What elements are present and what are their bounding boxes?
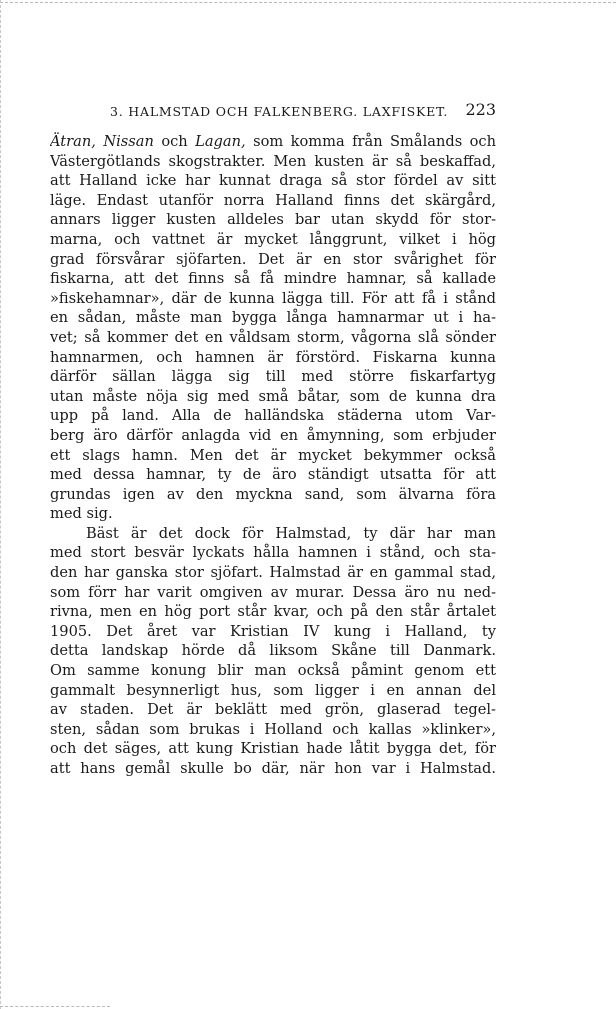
text-line: som förr har varit omgiven av murar. Dessa äro nu ned- [50, 583, 496, 601]
text-fragment: som komma från Smålands och [245, 133, 496, 150]
river-name: Lagan, [195, 133, 246, 150]
text-line: fiskarna, att det finns så få mindre hamnar, så kallade [50, 270, 496, 288]
text-line: utan måste nöja sig med små båtar, som de kunna dra [50, 387, 496, 405]
running-head-title: 3. HALMSTAD OCH FALKENBERG. LAXFISKET. [110, 104, 449, 119]
text-line: hamnarmen, och hamnen är förstörd. Fiskarna kunna [50, 348, 496, 366]
text-line: upp på land. Alla de halländska städerna utom Var- [50, 407, 496, 425]
text-line: grundas igen av den myckna sand, som älvarna föra [50, 485, 496, 503]
river-name: Nissan [103, 133, 154, 150]
page-number: 223 [465, 100, 496, 119]
paragraph-1 [50, 132, 496, 524]
text-line: med dessa hamnar, ty de äro ständigt utsatta för att [50, 466, 496, 484]
text-line: ett slags hamn. Men det är mycket bekymmer också [50, 446, 496, 464]
text-line: rivna, men en hög port står kvar, och på den står årtalet [50, 603, 496, 621]
text-line: annars ligger kusten alldeles bar utan skydd för stor- [50, 211, 496, 229]
body-text [50, 132, 496, 779]
text-line: berg äro därför anlagda vid en åmynning, som erbjuder [50, 426, 496, 444]
text-line: därför sällan lägga sig till med större fiskarfartyg [50, 368, 496, 386]
text-line: detta landskap hörde då liksom Skåne till Danmark. [50, 642, 496, 660]
text-line: den har ganska stor sjöfart. Halmstad är en gammal stad, [50, 564, 496, 582]
text-line: Om samme konung blir man också påmint genom ett [50, 662, 496, 680]
text-line: med stort besvär lyckats hålla hamnen i stånd, och sta- [50, 544, 496, 562]
text-line: Bäst är det dock för Halmstad, ty där har man [86, 524, 496, 542]
text-line: grad försvårar sjöfarten. Det är en stor svårighet för [50, 250, 496, 268]
text-line: Västergötlands skogstrakter. Men kusten är så beskaffad, [50, 152, 496, 170]
running-head [50, 100, 496, 124]
paragraph-2 [50, 524, 496, 779]
text-line: och det säges, att kung Kristian hade låtit bygga det, för [50, 740, 496, 758]
text-line: att hans gemål skulle bo där, när hon var i Halmstad. [50, 760, 496, 777]
text-line: gammalt besynnerligt hus, som ligger i en annan del [50, 681, 496, 699]
text-line: läge. Endast utanför norra Halland finns det skärgård, [50, 191, 496, 209]
text-fragment: och [153, 133, 196, 150]
text-line: 1905. Det året var Kristian IV kung i Halland, ty [50, 622, 496, 640]
text-line: av staden. Det är beklätt med grön, glaserad tegel- [50, 701, 496, 719]
text-line: »fiskehamnar», där de kunna lägga till. För att få i stånd [50, 289, 496, 307]
text-line: vet; så kommer det en våldsam storm, vågorna slå sönder [50, 328, 496, 346]
page-edge-top [0, 2, 616, 3]
river-name: Ätran, [50, 133, 96, 150]
text-line [50, 132, 496, 152]
text-line: sten, sådan som brukas i Holland och kallas »klinker», [50, 720, 496, 738]
text-line: med sig. [50, 505, 113, 523]
text-line: marna, och vattnet är mycket långgrunt, vilket i hög [50, 230, 496, 248]
text-line: en sådan, måste man bygga långa hamnarmar ut i ha- [50, 309, 496, 327]
text-line: att Halland icke har kunnat draga så stor fördel av sitt [50, 172, 496, 190]
page-edge-left [0, 0, 1, 1009]
page-edge-bottom [0, 1006, 110, 1007]
